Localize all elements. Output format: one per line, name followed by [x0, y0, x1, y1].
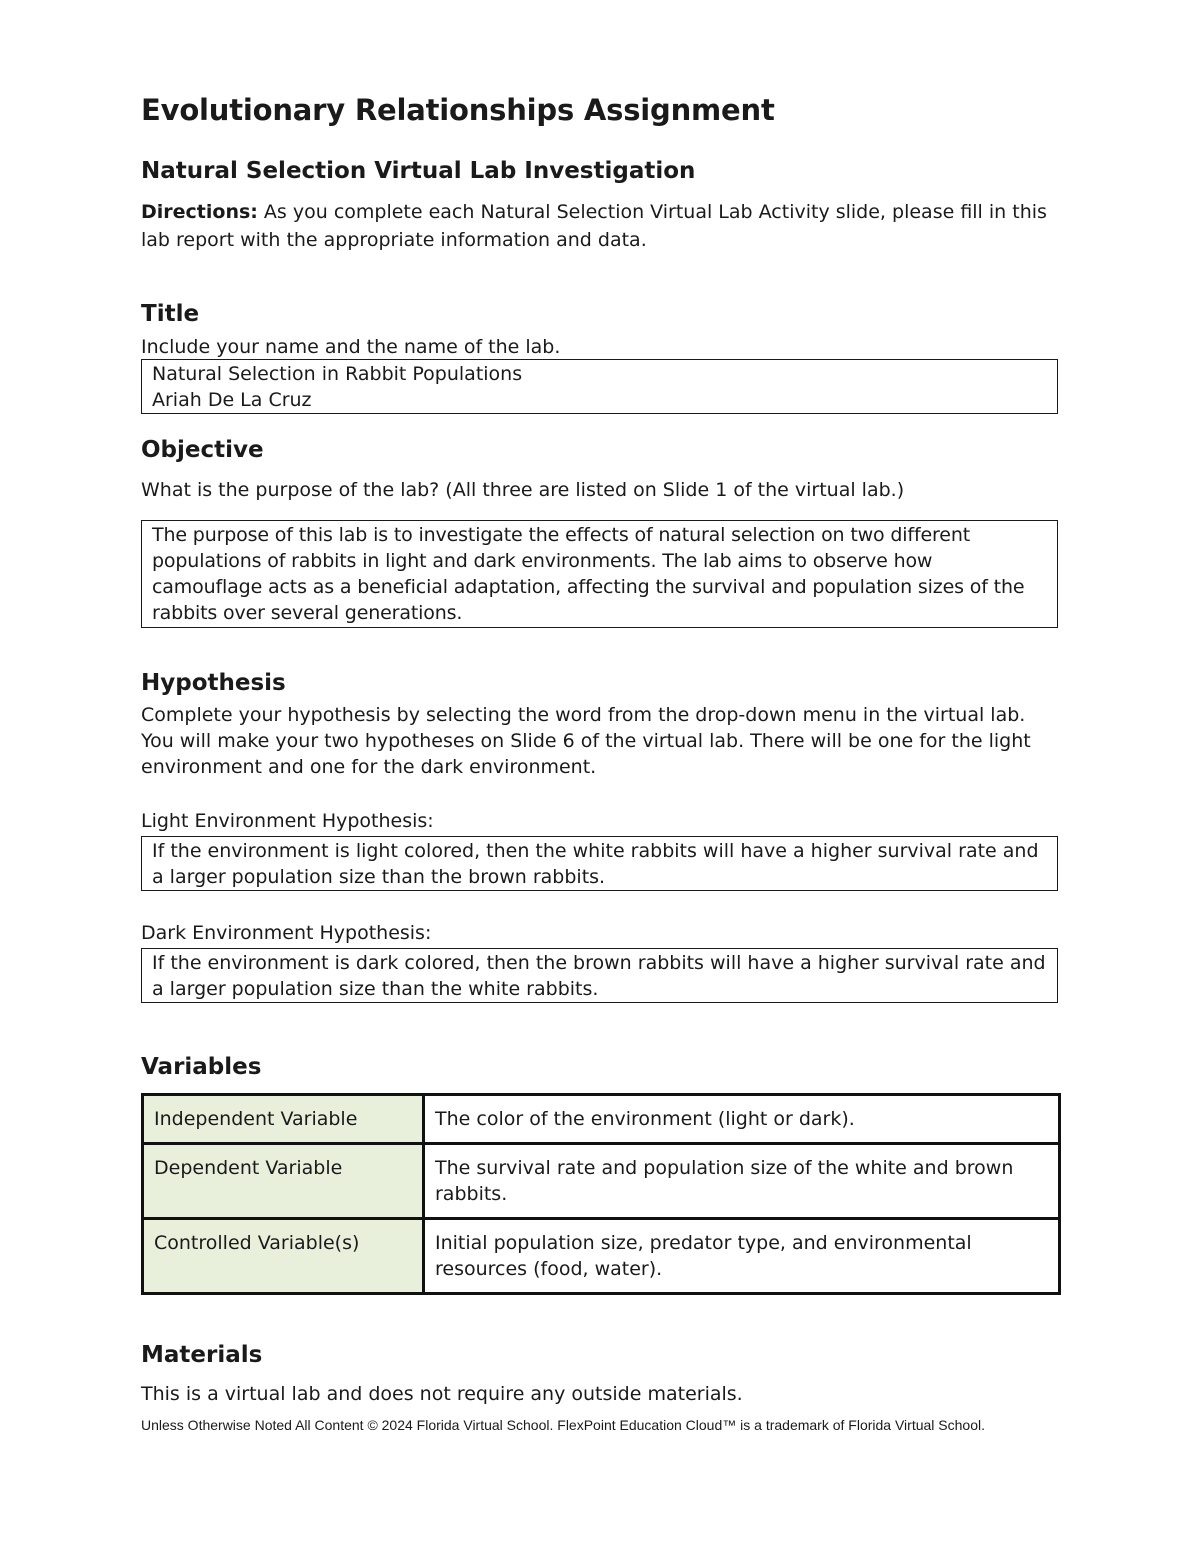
variable-value[interactable]: The color of the environment (light or dark).	[424, 1095, 1060, 1144]
title-prompt: Include your name and the name of the lab.	[141, 336, 561, 358]
variable-label: Controlled Variable(s)	[143, 1219, 424, 1294]
objective-prompt: What is the purpose of the lab? (All three are listed on Slide 1 of the virtual lab.)	[141, 479, 905, 501]
variables-heading: Variables	[141, 1054, 262, 1080]
objective-heading: Objective	[141, 437, 264, 463]
variable-value[interactable]: Initial population size, predator type, and environmental resources (food, water).	[424, 1219, 1060, 1294]
light-hypothesis-answer: If the environment is light colored, then the white rabbits will have a higher survival rate and a larger population size than the brown rabbits.	[152, 840, 1039, 888]
directions	[141, 198, 1059, 254]
page-title: Evolutionary Relationships Assignment	[141, 93, 775, 127]
table-row	[143, 1144, 1060, 1219]
directions-label: Directions:	[141, 201, 258, 223]
light-hypothesis-box[interactable]	[141, 836, 1058, 891]
objective-answer: The purpose of this lab is to investigate the effects of natural selection on two different populations of rabbits in light and dark environments. The lab aims to observe how camouflage acts as a beneficial adaptation, affecting the survival and population sizes of the rabbits over several generations.	[152, 524, 1025, 624]
variables-table	[141, 1093, 1061, 1295]
title-heading: Title	[141, 301, 200, 327]
materials-heading: Materials	[141, 1342, 263, 1368]
page-subtitle: Natural Selection Virtual Lab Investigation	[141, 158, 696, 184]
light-hypothesis-label: Light Environment Hypothesis:	[141, 810, 434, 832]
lab-name-answer: Natural Selection in Rabbit Populations	[152, 363, 523, 385]
hypothesis-heading: Hypothesis	[141, 670, 286, 696]
table-row	[143, 1219, 1060, 1294]
objective-answer-box[interactable]	[141, 520, 1058, 628]
dark-hypothesis-label: Dark Environment Hypothesis:	[141, 922, 432, 944]
variable-value[interactable]: The survival rate and population size of the white and brown rabbits.	[424, 1144, 1060, 1219]
variable-label: Independent Variable	[143, 1095, 424, 1144]
student-name-answer: Ariah De La Cruz	[152, 389, 312, 411]
variable-label: Dependent Variable	[143, 1144, 424, 1219]
directions-text: As you complete each Natural Selection Virtual Lab Activity slide, please fill in this lab report with the appropriate information and data.	[141, 201, 1047, 251]
dark-hypothesis-answer: If the environment is dark colored, then the brown rabbits will have a higher survival rate and a larger population size than the white rabbits.	[152, 952, 1046, 1000]
materials-text: This is a virtual lab and does not require any outside materials.	[141, 1383, 743, 1405]
table-row	[143, 1095, 1060, 1144]
footer-copyright: Unless Otherwise Noted All Content © 2024 Florida Virtual School. FlexPoint Education Cloud™ is a trademark of Florida Virtual School.	[141, 1417, 985, 1433]
dark-hypothesis-box[interactable]	[141, 948, 1058, 1003]
title-answer-box[interactable]	[141, 359, 1058, 414]
hypothesis-prompt: Complete your hypothesis by selecting the word from the drop-down menu in the virtual lab. You will make your two hypotheses on Slide 6 of the virtual lab. There will be one for the light environment and one for the dark environment.	[141, 704, 1031, 778]
